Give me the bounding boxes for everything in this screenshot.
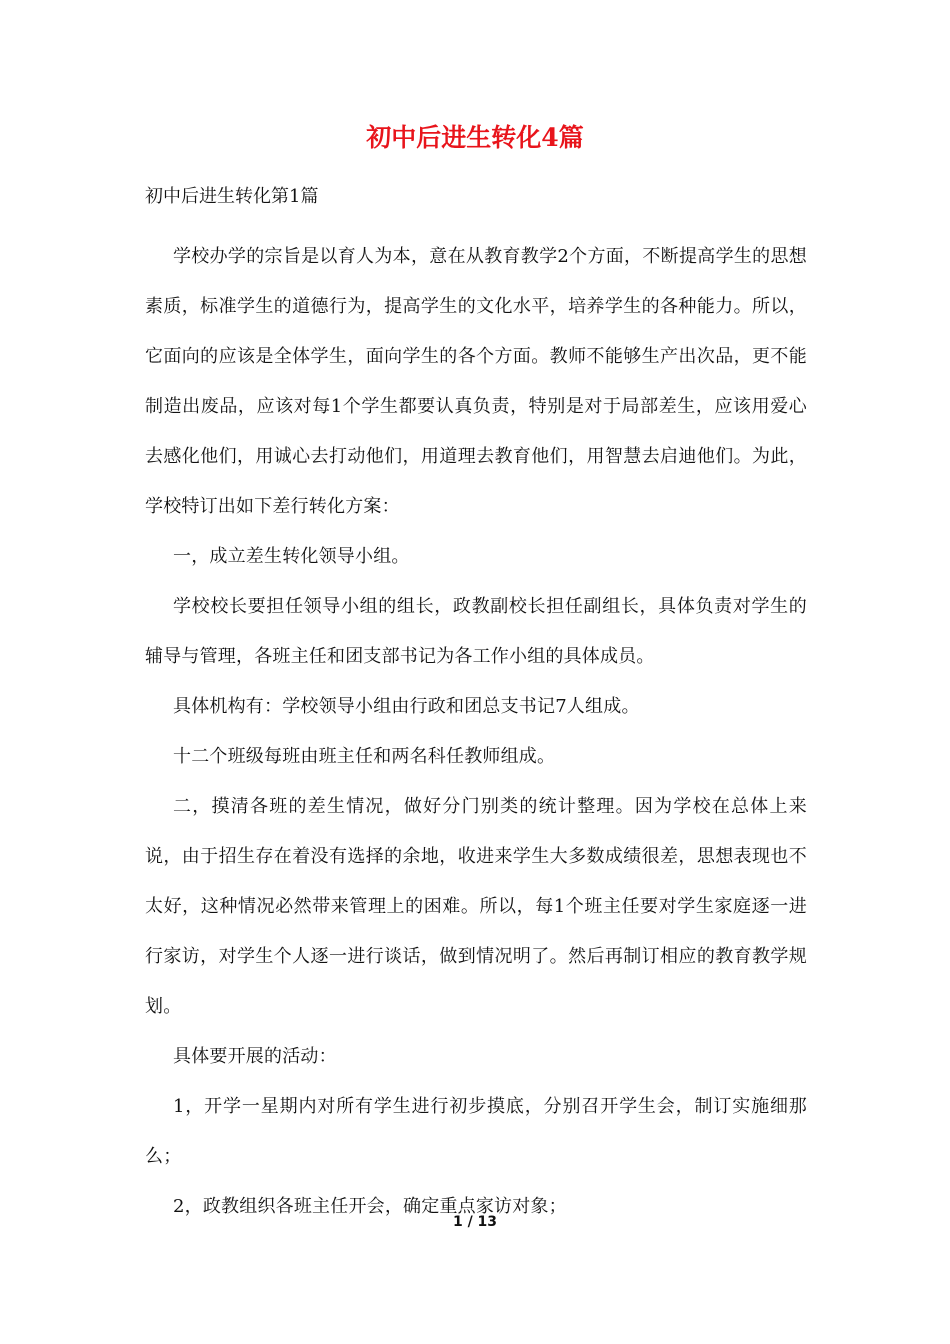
page-number: 1 / 13 xyxy=(452,1214,498,1230)
paragraph: 具体要开展的活动： xyxy=(173,1046,337,1067)
paragraph: 二，摸清各班的差生情况，做好分门别类的统计整理。因为学校在总体上来说，由于招生存在着没有选择的余地，收进来学生大多数成绩很差，思想表现也不太好，这种情况必然带来管理上的困难。所以，每1个班主任要对学生家庭逐一进行家访，对学生个人逐一进行谈话，做到情况明了。然后再制订相应的教育教学规划。 xyxy=(145,796,807,1017)
document-body xyxy=(145,232,807,1232)
paragraph: 十二个班级每班由班主任和两名科任教师组成。 xyxy=(173,746,556,767)
paragraph: 具体机构有：学校领导小组由行政和团总支书记7人组成。 xyxy=(173,696,640,717)
document-title: 初中后进生转化4篇 xyxy=(366,123,584,152)
section-heading: 初中后进生转化第1篇 xyxy=(145,186,319,207)
paragraph: 2，政教组织各班主任开会，确定重点家访对象； xyxy=(173,1196,567,1217)
paragraph: 学校办学的宗旨是以育人为本，意在从教育教学2个方面，不断提高学生的思想素质，标准学生的道德行为，提高学生的文化水平，培养学生的各种能力。所以，它面向的应该是全体学生，面向学生的各个方面。教师不能够生产出次品，更不能制造出废品，应该对每1个学生都要认真负责，特别是对于局部差生，应该用爱心去感化他们，用诚心去打动他们，用道理去教育他们，用智慧去启迪他们。为此，学校特订出如下差行转化方案： xyxy=(145,246,807,517)
paragraph: 1，开学一星期内对所有学生进行初步摸底，分别召开学生会，制订实施细那么； xyxy=(145,1096,807,1167)
paragraph: 一，成立差生转化领导小组。 xyxy=(173,546,410,567)
paragraph: 学校校长要担任领导小组的组长，政教副校长担任副组长，具体负责对学生的辅导与管理，各班主任和团支部书记为各工作小组的具体成员。 xyxy=(145,596,807,667)
